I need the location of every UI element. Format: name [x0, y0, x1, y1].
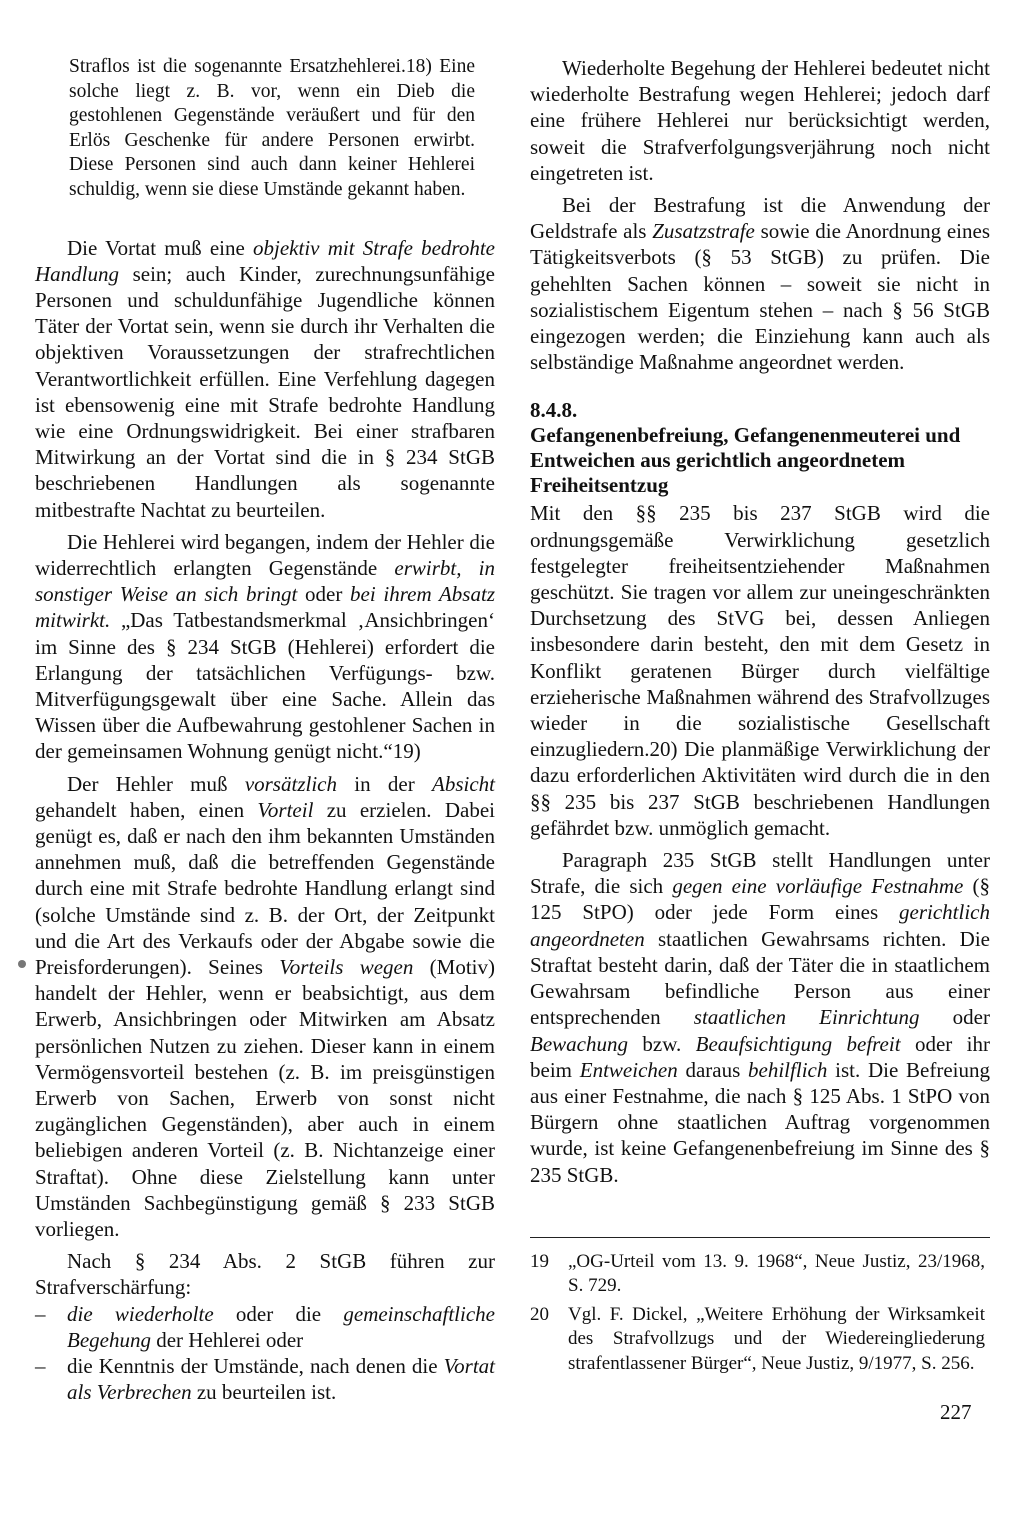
paragraph-bestrafung: Bei der Bestrafung ist die Anwendung der Geldstrafe als Zusatzstrafe sowie die Anordnung eines Tätigkeitsverbots (§ 53 StGB) zu prüfen. Die gehehlten Sachen können – soweit sie nicht in sozialistischem Eigentum stehen – nach § 56 StGB eingezogen werden; die Einziehung kann auch als selbständige Maßnahme angeordnet werden. [530, 193, 990, 375]
section-title: Gefangenenbefreiung, Gefangenenmeuterei und Entweichen aus gerichtlich angeordnetem Freiheitsentzug [530, 423, 961, 498]
footnote [530, 1250, 985, 1299]
footnote-number: 19 [530, 1251, 549, 1272]
footnote-text: Vgl. F. Dickel, „Weitere Erhöhung der Wirksamkeit des Strafvollzugs und der Wiedereingliederung strafentlassener Bürger“, Neue Justiz, 9/1977, S. 256. [568, 1303, 985, 1374]
footnote-number: 20 [530, 1303, 549, 1325]
small-print-note [35, 55, 495, 203]
paragraph-235: Paragraph 235 StGB stellt Handlungen unter Strafe, die sich gegen eine vorläufige Festnahme (§ 125 StPO) oder jede Form eines gerichtlich angeordneten staatlichen Gewahrsams richten. Die Straftat besteht darin, daß der Täter die in staatlichem Gewahrsam befindliche Person aus einer entsprechenden staatlichen Einrichtung oder Bewachung bzw. Beaufsichtigung befreit oder ihr beim Entweichen daraus behilflich ist. Die Befreiung aus einer Festnahme, die nach § 125 Abs. 1 StPO von Bürgern ohne staatlichen Auftrag vorgenommen wurde, ist keine Gefangenenbefreiung im Sinne des § 235 StGB. [530, 848, 991, 1187]
footnotes [530, 1250, 985, 1380]
page-number: 227 [940, 1400, 972, 1424]
list-item: – die wiederholte oder die gemeinschaftliche Begehung der Hehlerei oder [35, 1301, 495, 1353]
paragraph-vorsatz: Der Hehler muß vorsätzlich in der Absicht gehandelt haben, einen Vorteil zu erzielen. Dabei genügt es, daß er nach den ihm bekannten Umständen annehmen muß, daß die betreffenden Gegenstände durch eine mit Strafe bedrohte Handlung erlangt sind (solche Umstände sind z. B. der Ort, der Zeitpunkt und die Art des Verkaufs oder der Abgabe sowie die Preisforderungen). Seines Vorteils wegen (Motiv) handelt der Hehler, wenn er beabsichtigt, aus dem Erwerb, Ansichbringen oder Mitwirken am Absatz persönlichen Nutzen zu ziehen. Dieser kann in einem Vermögensvorteil bestehen (z. B. im preisgünstigen Erwerb von Sachen, Erwerb von sonst nicht zugänglichen Gegenständen), aber auch in einem beliebigen anderen Vorteil (z. B. Nichtanzeige einer Straftat). Ohne diese Zielstellung kann unter Umständen Sachbegünstigung gemäß § 233 StGB vorliegen. [35, 771, 495, 1242]
footnote [530, 1303, 985, 1376]
paragraph-vortat: Die Vortat muß eine objektiv mit Strafe bedrohte Handlung sein; auch Kinder, zurechnungsunfähige Personen und schuldunfähige Jugendliche können Täter der Vortat sein, wenn sie durch ihr Verhalten die objektiven Voraussetzungen der strafrechtlichen Verantwortlichkeit erfüllen. Eine Verfehlung dagegen ist ebensowenig eine mit Strafe bedrohte Handlung wie eine Ordnungswidrigkeit. Bei einer strafbaren Mitwirkung an der Vortat sind die in § 234 StGB beschriebenen Handlungen als sogenannte mitbestrafte Nachtat zu beurteilen. [35, 235, 495, 522]
paragraph-schutzgut: Mit den §§ 235 bis 237 StGB wird die ordnungsgemäße Verwirklichung gesetzlich festgelegter freiheitsentziehender Maßnahmen geschützt. Sie tragen vor allem zur uneingeschränkten Durchsetzung des StVG bei, dessen Anliegen insbesondere darin besteht, den mit dem Gesetz in Konflikt geratenen Bürger durch vielfältige erzieherische Maßnahmen während des Strafvollzuges wieder in die sozialistische Gesellschaft einzugliedern.20) Die planmäßige Verwirklichung der dazu erforderlichen Aktivitäten wird durch die in den §§ 235 bis 237 StGB beschriebenen Handlungen gefährdet bzw. unmöglich gemacht. [530, 501, 990, 840]
section-number: 8.4.8. [530, 398, 578, 423]
footnote-divider [530, 1237, 990, 1238]
paragraph-wiederholte-begehung: Wiederholte Begehung der Hehlerei bedeutet nicht wiederholte Bestrafung wegen Hehlerei; jedoch darf eine frühere Hehlerei nur berücksichtigt werden, soweit die Strafverfolgungsverjährung noch nicht eingetreten ist. [530, 56, 990, 185]
paragraph-strafverschaerfung: Nach § 234 Abs. 2 StGB führen zur Strafverschärfung: [35, 1249, 495, 1300]
list-item: – die Kenntnis der Umstände, nach denen die Vortat als Verbrechen zu beurteilen ist. [35, 1353, 495, 1405]
paragraph-begehung: Die Hehlerei wird begangen, indem der Hehler die widerrechtlich erlangten Gegenstände erwirbt, in sonstiger Weise an sich bringt oder bei ihrem Absatz mitwirkt. „Das Tatbestandsmerkmal ‚Ansichbringen‘ im Sinne des § 234 StGB (Hehlerei) erfordert die Erlangung der tatsächlichen Verfügungs- bzw. Mitverfügungsgewalt über eine Sache. Allein das Wissen über die Aufbewahrung gestohlener Sachen in der gemeinsamen Wohnung genügt nicht.“19) [35, 529, 495, 764]
margin-mark [18, 960, 26, 968]
footnote-text: „OG-Urteil vom 13. 9. 1968“, Neue Justiz, 23/1968, S. 729. [568, 1251, 985, 1297]
right-column [530, 55, 990, 1188]
left-column [35, 55, 495, 1406]
aggravation-list [35, 1301, 495, 1406]
note-paragraph: Straflos ist die sogenannte Ersatzhehlerei.18) Eine solche liegt z. B. vor, wenn ein Dieb die gestohlenen Gegenstände veräußert und für den Erlös Geschenke für andere Personen erwirbt. Diese Personen sind auch dann keiner Hehlerei schuldig, wenn sie diese Umstände gekannt haben. [69, 56, 475, 200]
